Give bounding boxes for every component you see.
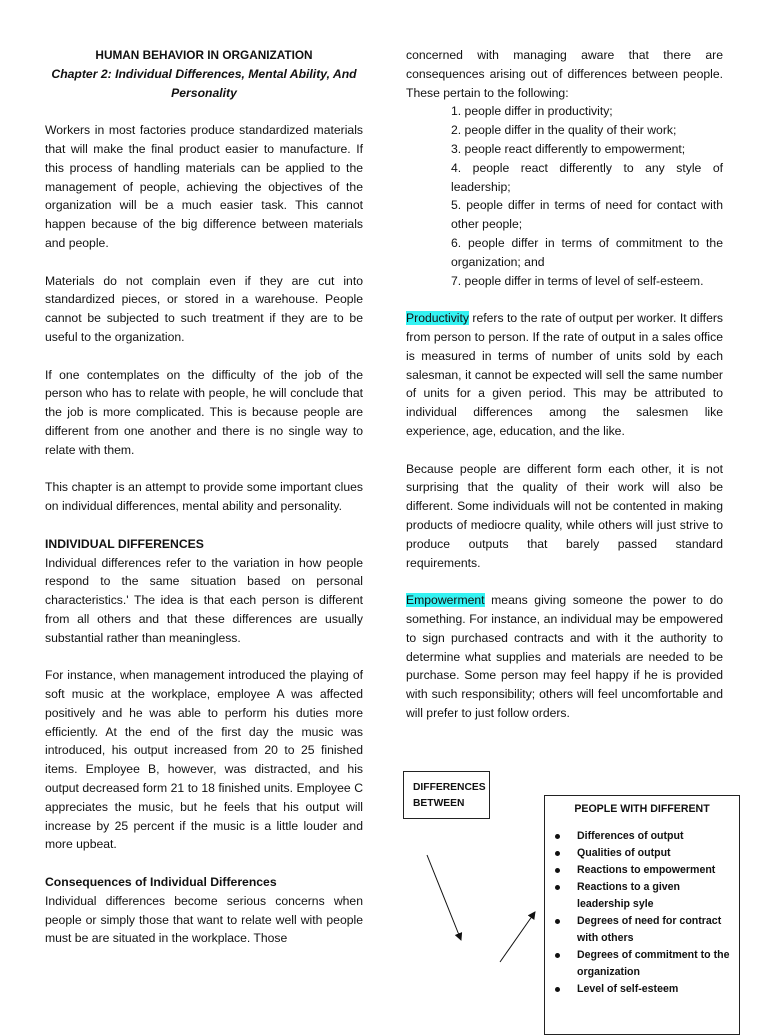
left-column [45, 46, 363, 948]
list-item: Qualities of output [553, 845, 731, 862]
list-item: 2. people differ in the quality of their work; [451, 123, 677, 138]
chapter-subtitle: Chapter 2: Individual Differences, Mental Ability, And Personality [51, 66, 357, 100]
heading-consequences: Consequences of Individual Differences [45, 875, 277, 890]
differences-list [406, 102, 723, 290]
paragraph-complaints: Materials do not complain even if they are cut into standardized pieces, or stored in a warehouse. People cannot be subjected to such treatment if they are to be useful to the organization. [45, 273, 363, 344]
list-item: Level of self-esteem [553, 981, 731, 998]
productivity-text: refers to the rate of output per worker. It differs from person to person. If the rate of output in a sales office is measured in terms of number of units sold by each salesman, it cannot be expected will sell the same number of units for a given period. This may be attributed to individual differences among the salesmen like experience, age, education, and the like. [406, 311, 723, 438]
arrow-down-icon [427, 855, 461, 940]
list-item: 7. people differ in terms of level of self-esteem. [451, 273, 704, 288]
paragraph-chapter-intro: This chapter is an attempt to provide some important clues on individual differences, mental ability and personality. [45, 480, 363, 514]
list-item: 4. people react differently to any style of leadership; [451, 160, 723, 194]
list-item: 3. people react differently to empowerment; [451, 141, 686, 156]
differences-box-line2: BETWEEN [413, 798, 465, 809]
document-title: HUMAN BEHAVIOR IN ORGANIZATION [95, 48, 313, 62]
paragraph-productivity [406, 309, 723, 441]
list-item: 6. people differ in terms of commitment to the organization; and [451, 235, 723, 269]
list-item: Differences of output [553, 828, 731, 845]
list-item: 5. people differ in terms of need for contact with other people; [451, 198, 723, 232]
list-item: Reactions to a given leadership syle [553, 879, 731, 913]
list-item: Degrees of need for contract with others [553, 913, 731, 947]
list-item: 1. people differ in productivity; [451, 104, 613, 119]
people-with-different-box [544, 795, 740, 1035]
empowerment-text: means giving someone the power to do something. For instance, an individual may be empowered to sign purchased contracts and with it the authority to determine what supplies and materials are needed to be purchase. Some person may feel happy if he is provided with such responsibility; others will feel uncomfortable and will prefer to just follow orders. [406, 593, 723, 720]
paragraph-difficulty: If one contemplates on the difficulty of the job of the person who has to relate with people, he will conclude that the job is more complicated. This is because people are different from one another and there is no single way to relate with them. [45, 367, 363, 457]
paragraph-music-example: For instance, when management introduced the playing of soft music at the workplace, employee A was affected positively and he was able to perform his duties more efficiently. At the end of the first day the music was introduced, his output increased from 20 to 25 finished items. Employee B, however, was distracted, and his output decreased form 21 to 18 finished units. Employee C appreciates the music, but he feels that his output will increase by 25 percent if the music is a little louder and more upbeat. [45, 668, 363, 852]
list-item: Reactions to empowerment [553, 862, 731, 879]
differences-box-line1: DIFFERENCES [413, 782, 486, 793]
list-item: Degrees of commitment to the organization [553, 947, 731, 981]
empowerment-highlight: Empowerment [406, 593, 485, 608]
arrow-up-right-icon [500, 912, 535, 962]
productivity-highlight: Productivity [406, 311, 469, 326]
heading-individual-differences: INDIVIDUAL DIFFERENCES [45, 536, 204, 551]
paragraph-quality: Because people are different form each other, it is not surprising that the quality of their work will also be different. Some individuals will not be contented in making products of mediocre quality, while others will just strive to produce outputs that barely passed standard requirements. [406, 461, 723, 570]
people-box-title: PEOPLE WITH DIFFERENT [574, 803, 710, 815]
paragraph-materials: Workers in most factories produce standardized materials that will make the final product easier to manufacture. If this process of handling materials can be applied to the management of people, achieving the objectives of the organization will be a much easier task. This cannot happen because of the big difference between materials and people. [45, 123, 363, 250]
right-column [406, 46, 723, 723]
differences-between-box [403, 771, 490, 819]
paragraph-definition: Individual differences refer to the variation in how people respond to the same situation based on personal characteristics.' The idea is that each person is different from all others and that these differences are usually substantial rather than meaningless. [45, 555, 363, 645]
paragraph-consequences: Individual differences become serious concerns when people or simply those that want to relate well with people must be are situated in the workplace. Those [45, 893, 363, 946]
paragraph-empowerment [406, 591, 723, 723]
paragraph-consequences-continued: concerned with managing aware that there are consequences arising out of differences between people. These pertain to the following: [406, 48, 723, 100]
people-box-list [553, 828, 731, 998]
